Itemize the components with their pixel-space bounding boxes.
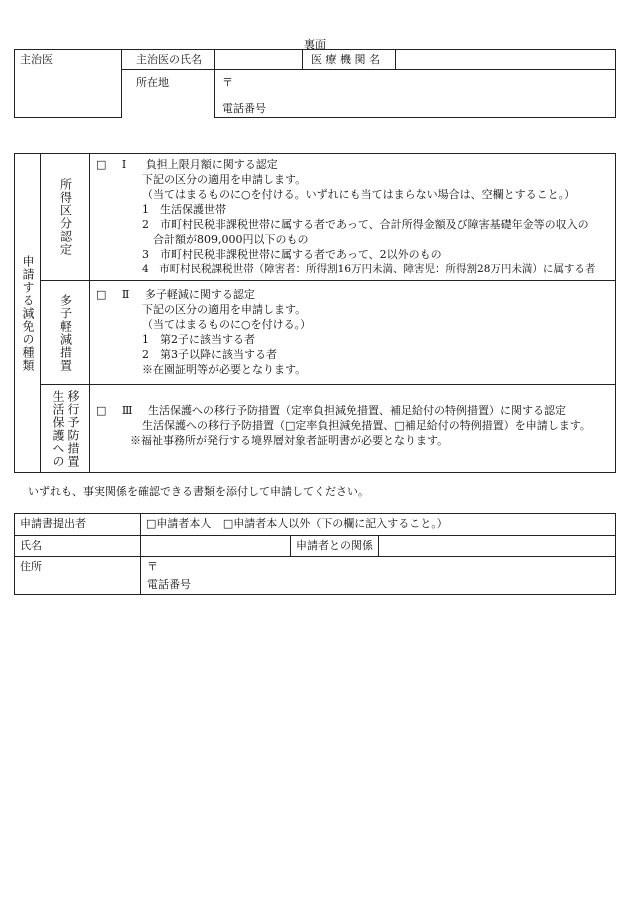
income-item-4[interactable]: 4 市町村民税課税世帯（障害者：所得割16万円未満、障害児：所得割28万円未満）に属する者	[142, 263, 596, 275]
welfare-line1: 生活保護への移行予防措置（□定率負担減免措置、□補足給付の特例措置）を申請します。	[142, 419, 591, 432]
multichild-label: 多子軽減措置	[58, 293, 73, 372]
multichild-line1: 下記の区分の適用を申請します。	[142, 303, 307, 316]
doctor-name-label: 主治医の氏名	[122, 50, 215, 70]
welfare-note: ※福祉事務所が発行する境界層対象者証明書が必要となります。	[130, 434, 449, 447]
submitter-name-label: 氏名	[15, 536, 141, 557]
income-label-cell	[41, 154, 90, 281]
welfare-label-col1: 生活保護への	[51, 389, 65, 468]
multichild-checkbox[interactable]: □	[96, 288, 107, 301]
multichild-item-2[interactable]: 2 第3子以降に該当する者	[142, 348, 277, 361]
multichild-item-1[interactable]: 1 第2子に該当する者	[142, 333, 255, 346]
doctor-phone-label: 電話番号	[222, 102, 266, 115]
doctor-table	[14, 49, 616, 118]
multichild-label-cell	[41, 281, 90, 385]
income-item-2[interactable]: 2 市町村民税非課税世帯に属する者であって、合計所得金額及び障害基礎年金等の収入の	[142, 218, 589, 231]
multichild-title: 多子軽減に関する認定	[144, 288, 255, 301]
welfare-label-cell	[41, 385, 90, 473]
income-line2: （当てはまるものに○を付ける。いずれにも当てはまらない場合は、空欄とすること。）	[142, 188, 576, 201]
doctor-address-field[interactable]	[215, 70, 616, 118]
submitter-name-field[interactable]	[141, 536, 291, 557]
institution-label: 医 療 機 関 名	[303, 50, 396, 70]
doctor-name-field[interactable]	[215, 50, 303, 70]
welfare-title: 生活保護への移行予防措置（定率負担減免措置、補足給付の特例措置）に関する認定	[148, 404, 567, 417]
relation-field[interactable]	[379, 536, 616, 557]
welfare-section	[90, 385, 616, 473]
doctor-label: 主治医	[15, 50, 122, 118]
income-item-1[interactable]: 1 生活保護世帯	[142, 203, 226, 216]
income-line1: 下記の区分の適用を申請します。	[142, 173, 307, 186]
submitter-address-field[interactable]	[141, 557, 616, 595]
reduction-side-label: 申請する減免の種類	[15, 154, 41, 473]
submitter-address-label: 住所	[15, 557, 141, 595]
income-item-3[interactable]: 3 市町村民税非課税世帯に属する者であって、2以外のもの	[142, 248, 442, 261]
reduction-table	[14, 153, 616, 473]
multichild-numeral: Ⅱ	[121, 288, 130, 301]
income-checkbox[interactable]: □	[96, 158, 107, 171]
income-section	[90, 154, 616, 281]
multichild-line2: （当てはまるものに○を付ける。）	[142, 318, 312, 331]
welfare-checkbox[interactable]: □	[96, 404, 107, 417]
submitter-phone-label: 電話番号	[147, 578, 191, 591]
income-label: 所得区分認定	[58, 178, 73, 256]
multichild-section	[90, 281, 616, 385]
postal-mark: 〒	[222, 76, 233, 89]
submitter-table	[14, 513, 616, 595]
page-title: 裏面	[304, 38, 326, 51]
relation-label: 申請者との関係	[291, 536, 379, 557]
income-numeral: Ⅰ	[121, 158, 127, 171]
instruction-text: いずれも、事実関係を確認できる書類を添付して申請してください。	[28, 485, 369, 498]
welfare-label-col2: 移行予防措置	[66, 389, 80, 468]
submitter-option-other[interactable]: □申請者本人以外（下の欄に記入すること。）	[222, 517, 448, 530]
income-item-2-cont: 合計額が809,000円以下のもの	[142, 233, 309, 246]
submitter-postal-mark: 〒	[147, 560, 158, 573]
submitter-option-self[interactable]: □申請者本人	[146, 517, 212, 530]
multichild-note: ※在園証明等が必要となります。	[142, 363, 307, 376]
address-label: 所在地	[122, 70, 215, 118]
submitter-options	[141, 514, 616, 536]
submitter-label: 申請書提出者	[15, 514, 141, 536]
welfare-numeral: Ⅲ	[121, 404, 133, 417]
institution-field[interactable]	[396, 50, 616, 70]
income-title: 負担上限月額に関する認定	[145, 158, 278, 171]
